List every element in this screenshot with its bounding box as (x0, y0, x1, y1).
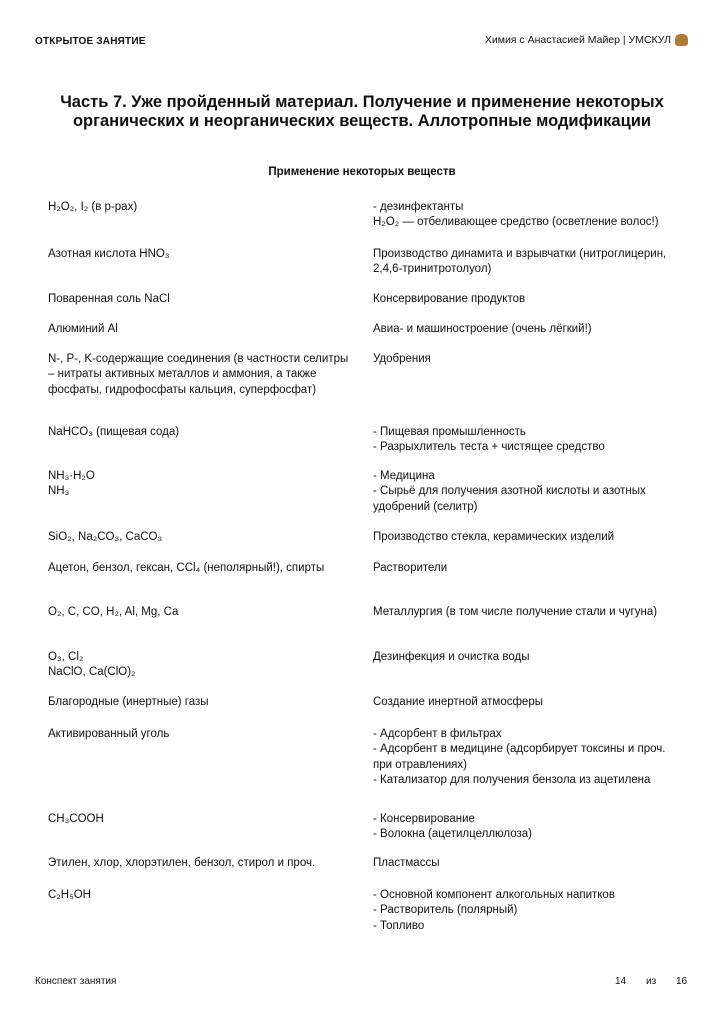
use-cell: Авиа- и машиностроение (очень лёгкий!) (373, 323, 592, 335)
substance-cell: SiO₂, Na₂CO₃, CaCO₃ (48, 531, 163, 543)
footer-label: Конспект занятия (35, 976, 117, 987)
header-label: ОТКРЫТОЕ ЗАНЯТИЕ (35, 36, 146, 47)
use-cell: - дезинфектанты H₂O₂ — отбеливающее средство (осветление волос!) (373, 201, 659, 229)
use-cell: - Основной компонент алкогольных напитков - Растворитель (полярный) - Топливо (373, 889, 615, 932)
substance-cell: NaHCO₃ (пищевая сода) (48, 426, 180, 438)
section-subtitle: Применение некоторых веществ (268, 166, 456, 178)
use-cell: Создание инертной атмосферы (373, 696, 543, 708)
substance-cell: CH₃COOH (48, 813, 104, 825)
use-cell: Дезинфекция и очистка воды (373, 651, 530, 663)
substance-cell: Алюминий Al (48, 323, 118, 335)
use-cell: Металлургия (в том числе получение стали и чугуна) (373, 606, 658, 618)
substance-cell: Ацетон, бензол, гексан, CCl₄ (неполярный!), спирты (48, 562, 325, 574)
substance-cell: N-, P-, K-содержащие соединения (в частности селитры – нитраты активных металлов и аммония, а также фосфаты, гидрофосфаты кальция, суперфосфат) (48, 353, 349, 396)
use-cell: - Адсорбент в фильтрах - Адсорбент в медицине (адсорбирует токсины и проч. при отравлениях) - Катализатор для получения бензола из ацетилена (373, 728, 666, 786)
substance-cell: Активированный уголь (48, 728, 170, 740)
use-cell: Удобрения (373, 353, 431, 365)
owl-logo-icon (675, 34, 688, 46)
substance-cell: O₂, C, CO, H₂, Al, Mg, Ca (48, 606, 179, 618)
use-cell: - Консервирование - Волокна (ацетилцеллюлоза) (373, 813, 533, 841)
substance-cell: Благородные (инертные) газы (48, 696, 209, 708)
use-cell: Производство стекла, керамических изделий (373, 531, 615, 543)
substance-cell: Азотная кислота HNO₃ (48, 248, 170, 260)
page-total: 16 (676, 976, 688, 987)
use-cell: Растворители (373, 562, 448, 574)
header-brand (485, 34, 688, 46)
use-cell: - Пищевая промышленность - Разрыхлитель теста + чистящее средство (373, 426, 605, 454)
substance-cell: H₂O₂, I₂ (в р-рах) (48, 201, 138, 213)
use-cell: Пластмассы (373, 857, 440, 869)
substance-cell: C₂H₅OH (48, 889, 91, 901)
use-cell: - Медицина - Сырьё для получения азотной кислоты и азотных удобрений (селитр) (373, 470, 646, 513)
substance-cell: O₃, Cl₂ NaClO, Ca(ClO)₂ (48, 651, 136, 679)
use-cell: Производство динамита и взрывчатки (нитроглицерин, 2,4,6-тринитротолуол) (373, 248, 667, 276)
substance-cell: Этилен, хлор, хлорэтилен, бензол, стирол и проч. (48, 857, 316, 869)
header-brand-text: Химия с Анастасией Майер | УМСКУЛ (484, 34, 671, 46)
substance-cell: Поваренная соль NaCl (48, 293, 170, 305)
substance-cell: NH₃·H₂O NH₃ (48, 470, 95, 498)
page-number: 14 (615, 976, 627, 987)
use-cell: Консервирование продуктов (373, 293, 526, 305)
page-title: Часть 7. Уже пройденный материал. Получение и применение некоторых органических и неорганических веществ. Аллотропные модификации (60, 93, 664, 130)
page-of: из (646, 976, 657, 987)
